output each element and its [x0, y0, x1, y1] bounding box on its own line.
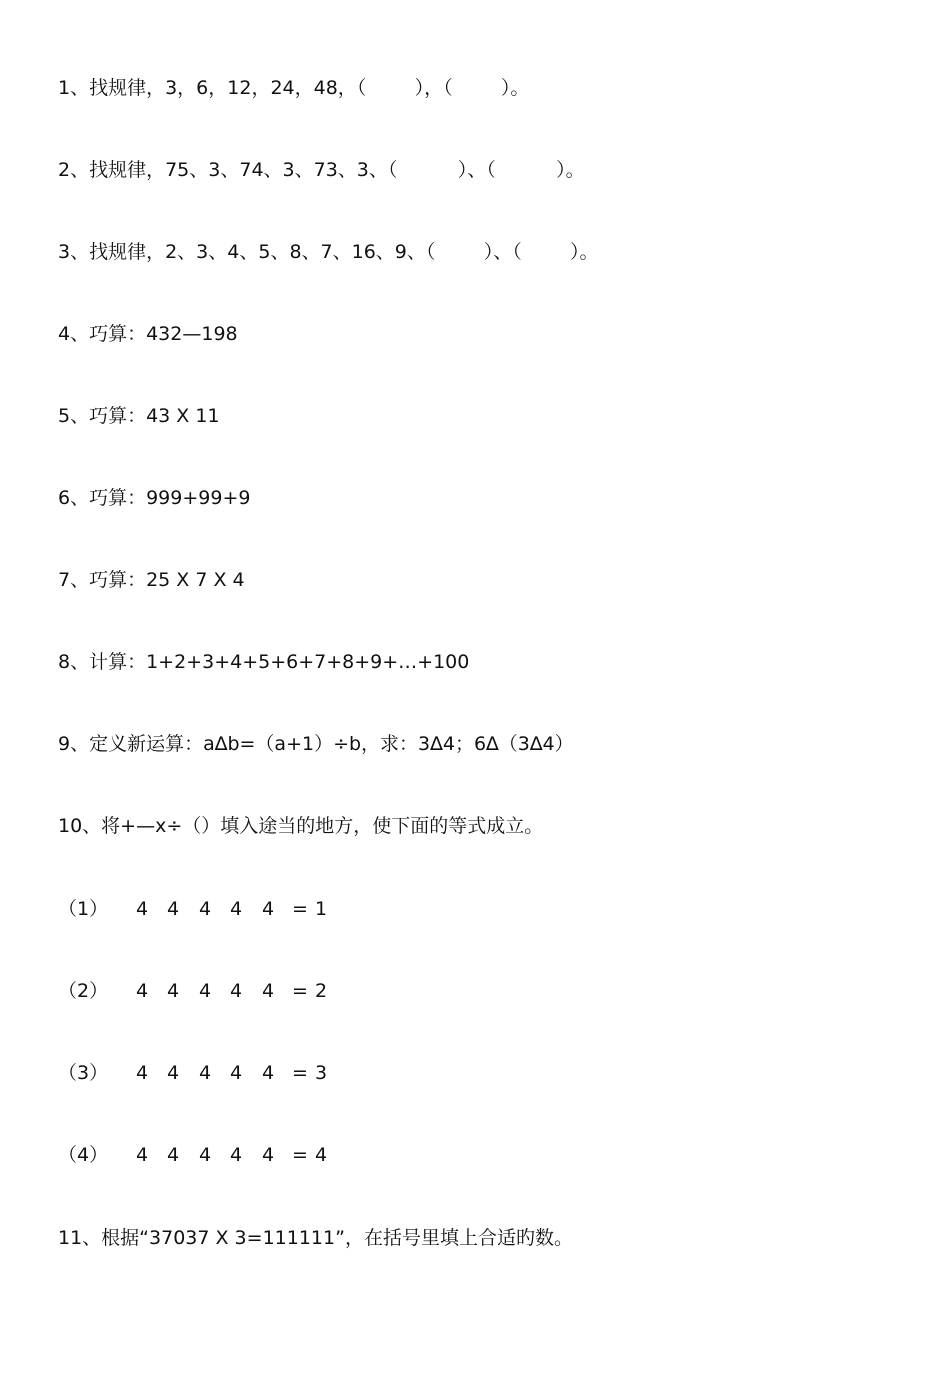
- equals-sign: =: [292, 980, 308, 1002]
- question-2: 2、找规律，75、3、74、3、73、3、（ ）、（ ）。: [58, 159, 585, 181]
- equation-number: 4: [261, 1062, 275, 1084]
- equation-label: （1）: [58, 898, 109, 920]
- question-3: 3、找规律，2、3、4、5、8、7、16、9、（ ）、（ ）。: [58, 241, 599, 263]
- equation-number: 4: [261, 898, 275, 920]
- equation-label: （2）: [58, 980, 109, 1002]
- equation-number: 4: [198, 1062, 212, 1084]
- equation-number: 4: [198, 980, 212, 1002]
- equation-number: 4: [229, 898, 243, 920]
- equation-result: 2: [315, 980, 328, 1002]
- equals-sign: =: [292, 1062, 308, 1084]
- equation-row-2: [58, 979, 358, 1003]
- equation-number: 4: [198, 1144, 212, 1166]
- equation-result: 4: [315, 1144, 328, 1166]
- question-5: 5、巧算：43 X 11: [58, 405, 220, 427]
- question-11: 11、根据“37037 X 3=111111”，在括号里填上合适旳数。: [58, 1227, 573, 1249]
- equation-number: 4: [229, 1062, 243, 1084]
- equation-number: 4: [198, 898, 212, 920]
- question-7: 7、巧算：25 X 7 X 4: [58, 569, 245, 591]
- equation-number: 4: [135, 1062, 149, 1084]
- equation-label: （4）: [58, 1144, 109, 1166]
- equation-number: 4: [135, 980, 149, 1002]
- equation-label: （3）: [58, 1062, 109, 1084]
- question-4: 4、巧算：432—198: [58, 323, 238, 345]
- equation-number: 4: [135, 1144, 149, 1166]
- equation-number: 4: [229, 1144, 243, 1166]
- equals-sign: =: [292, 1144, 308, 1166]
- equation-number: 4: [166, 1144, 180, 1166]
- equation-result: 3: [315, 1062, 328, 1084]
- question-9: 9、定义新运算：a∆b=（a+1）÷b，求：3∆4；6∆（3∆4）: [58, 733, 574, 755]
- equation-row-4: [58, 1143, 358, 1167]
- equation-row-3: [58, 1061, 358, 1085]
- equation-number: 4: [166, 980, 180, 1002]
- question-1: 1、找规律，3，6，12，24，48，（ ），（ ）。: [58, 77, 530, 99]
- equation-row-1: [58, 897, 358, 921]
- equation-number: 4: [166, 898, 180, 920]
- equation-number: 4: [135, 898, 149, 920]
- equals-sign: =: [292, 898, 308, 920]
- equation-result: 1: [315, 898, 328, 920]
- question-8: 8、计算：1+2+3+4+5+6+7+8+9+…+100: [58, 651, 470, 673]
- equation-number: 4: [261, 1144, 275, 1166]
- equation-number: 4: [229, 980, 243, 1002]
- equation-number: 4: [261, 980, 275, 1002]
- question-6: 6、巧算：999+99+9: [58, 487, 251, 509]
- equation-number: 4: [166, 1062, 180, 1084]
- question-10: 10、将+—x÷（）填入途当的地方，使下面的等式成立。: [58, 815, 544, 837]
